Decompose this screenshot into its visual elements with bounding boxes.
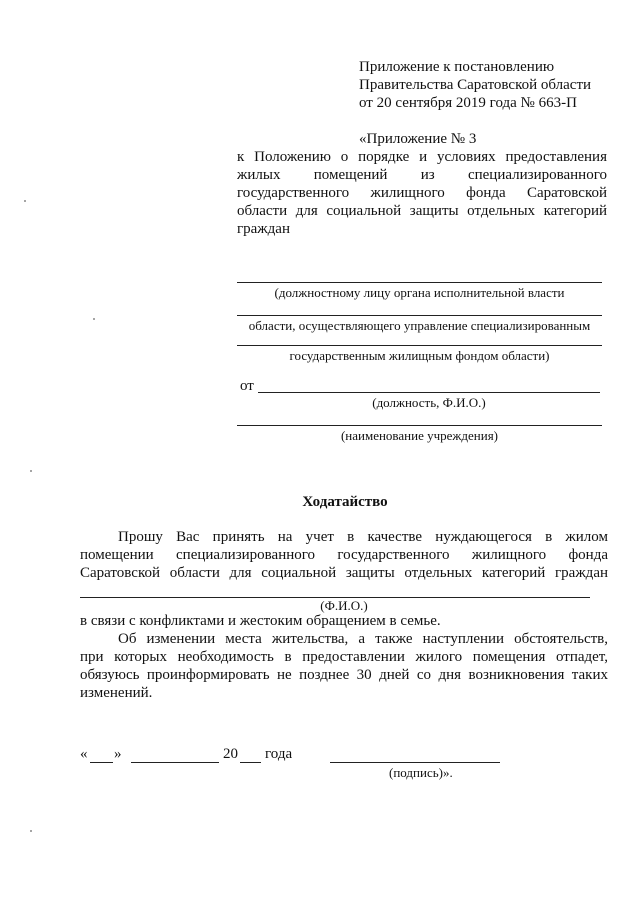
addressee-caption-2: области, осуществляющего управление специализированным xyxy=(248,318,591,333)
year-blank-line xyxy=(240,762,261,763)
institution-caption: (наименование учреждения) xyxy=(340,428,499,443)
petition-heading: Ходатайство xyxy=(302,494,388,510)
petition-reason: в связи с конфликтами и жестоким обращением в семье. xyxy=(80,613,441,629)
addressee-caption-3: государственным жилищным фондом области) xyxy=(289,348,550,363)
petition-p2-line-1: Об изменении места жительства, а также наступлении обстоятельств, xyxy=(118,631,608,647)
from-label: от xyxy=(240,378,254,394)
header-line-1: Приложение к постановлению xyxy=(359,59,555,75)
date-quote-open: « xyxy=(80,746,88,762)
scan-speck xyxy=(30,470,32,472)
appendix-line-3: государственного жилищного фонда Саратовской xyxy=(237,185,607,201)
signature-caption: (подпись)». xyxy=(389,765,453,780)
month-blank-line xyxy=(131,762,219,763)
appendix-line-5: граждан xyxy=(237,221,290,237)
scan-speck xyxy=(93,318,95,320)
fio-caption: (Ф.И.О.) xyxy=(320,598,368,613)
year-prefix: 20 xyxy=(223,746,238,762)
petition-p2-line-2: при которых необходимость в предоставлении жилого помещения отпадет, xyxy=(80,649,608,665)
header-line-2: Правительства Саратовской области xyxy=(359,77,592,93)
institution-blank-line xyxy=(237,425,602,426)
date-quote-close: » xyxy=(114,746,122,762)
from-blank-line xyxy=(258,392,600,393)
petition-p1-line-3: Саратовской области для социальной защиты отдельных категорий граждан xyxy=(80,565,608,581)
appendix-line-4: области для социальной защиты отдельных категорий xyxy=(237,203,607,219)
scan-speck xyxy=(24,200,26,202)
petition-p2-line-3: обязуюсь проинформировать не позднее 30 дней со дня возникновения таких xyxy=(80,667,608,683)
petition-p2-line-4: изменений. xyxy=(80,685,153,701)
petition-p1-line-1: Прошу Вас принять на учет в качестве нуждающегося в жилом xyxy=(118,529,608,545)
petition-p1-line-2: помещении специализированного государственного жилищного фонда xyxy=(80,547,608,563)
appendix-line-2: жилых помещений из специализированного xyxy=(237,167,607,183)
addressee-blank-line-1 xyxy=(237,282,602,283)
day-blank-line xyxy=(90,762,113,763)
header-line-3: от 20 сентября 2019 года № 663-П xyxy=(359,95,577,111)
signature-blank-line xyxy=(330,762,500,763)
addressee-blank-line-2 xyxy=(237,315,602,316)
appendix-line-1: к Положению о порядке и условиях предоставления xyxy=(237,149,607,165)
addressee-blank-line-3 xyxy=(237,345,602,346)
appendix-title: «Приложение № 3 xyxy=(359,131,477,147)
addressee-caption-1: (должностному лицу органа исполнительной власти xyxy=(274,285,565,300)
position-fio-caption: (должность, Ф.И.О.) xyxy=(372,395,486,410)
year-suffix: года xyxy=(265,746,293,762)
scan-speck xyxy=(30,830,32,832)
